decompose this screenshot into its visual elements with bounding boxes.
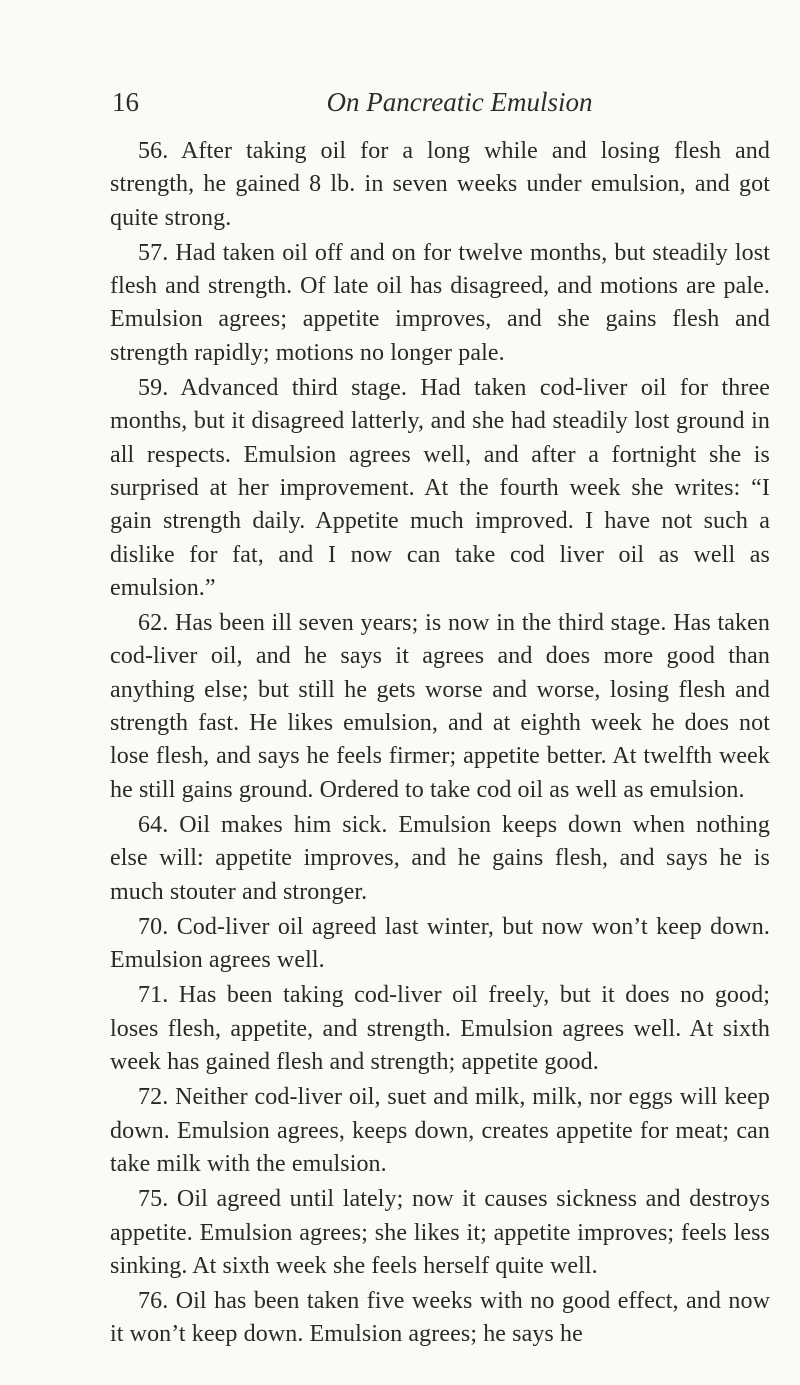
- case-text: Advanced third stage. Had taken cod-liver oil for three months, but it disagreed latterly, and she had steadily lost ground in all respects. Emulsion agrees well, and after a fortnight she is surprised at her improvement. At the fourth week she writes: “I gain strength daily. Appetite much improved. I have not such a dislike for fat, and I now can take cod liver oil as well as emulsion.”: [110, 375, 771, 601]
- case-entry-56: [110, 135, 770, 235]
- page-header: [112, 84, 767, 124]
- case-text: Had taken oil off and on for twelve months, but steadily lost flesh and strength. Of late oil has disagreed, and motions are pale. Emulsion agrees; appetite improves, and she gains flesh and strength rapidly; motions no longer pale.: [110, 239, 770, 366]
- case-entry-75: [110, 1183, 770, 1283]
- case-number: 75.: [138, 1186, 169, 1213]
- case-entry-72: [110, 1081, 770, 1181]
- page-number: 16: [112, 87, 139, 117]
- body-text: [110, 135, 770, 1352]
- case-number: 70.: [138, 913, 169, 940]
- case-entry-62: [110, 607, 770, 807]
- case-entry-71: [110, 979, 770, 1079]
- case-number: 57.: [138, 239, 169, 266]
- case-text: Oil has been taken five weeks with no good effect, and now it won’t keep down. Emulsion agrees; he says he: [110, 1288, 770, 1348]
- case-entry-59: [110, 372, 770, 605]
- case-number: 72.: [138, 1084, 169, 1111]
- case-number: 76.: [138, 1288, 169, 1315]
- case-text: Oil makes him sick. Emulsion keeps down when nothing else will: appetite improves, and he gains flesh, and says he is much stouter and stronger.: [110, 811, 770, 905]
- case-entry-57: [110, 237, 770, 370]
- case-number: 64.: [138, 811, 169, 838]
- running-title: On Pancreatic Emulsion: [326, 87, 593, 117]
- case-text: Cod-liver oil agreed last winter, but now won’t keep down. Emulsion agrees well.: [110, 913, 770, 974]
- case-number: 62.: [138, 610, 169, 637]
- case-text: After taking oil for a long while and losing flesh and strength, he gained 8 lb. in seven weeks under emulsion, and got quite strong.: [110, 138, 770, 231]
- case-entry-64: [110, 809, 770, 909]
- case-entry-70: [110, 911, 770, 978]
- case-number: 59.: [138, 375, 169, 402]
- case-text: Neither cod-liver oil, suet and milk, milk, nor eggs will keep down. Emulsion agrees, keeps down, creates appetite for meat; can take milk with the emulsion.: [110, 1084, 770, 1177]
- case-number: 56.: [138, 138, 169, 164]
- case-text: Oil agreed until lately; now it causes sickness and destroys appetite. Emulsion agrees; she likes it; appetite improves; feels less sinking. At sixth week she feels herself quite well.: [110, 1186, 770, 1279]
- case-entry-76: [110, 1285, 770, 1352]
- case-text: Has been ill seven years; is now in the third stage. Has taken cod-liver oil, and he says it agrees and does more good than anything else; but still he gets worse and worse, losing flesh and strength fast. He likes emulsion, and at eighth week he does not lose flesh, and says he feels firmer; appetite better. At twelfth week he still gains ground. Ordered to take cod oil as well as emulsion.: [110, 610, 770, 803]
- case-text: Has been taking cod-liver oil freely, but it does no good; loses flesh, appetite, and strength. Emulsion agrees well. At sixth week has gained flesh and strength; appetite good.: [110, 982, 770, 1076]
- case-number: 71.: [138, 982, 169, 1009]
